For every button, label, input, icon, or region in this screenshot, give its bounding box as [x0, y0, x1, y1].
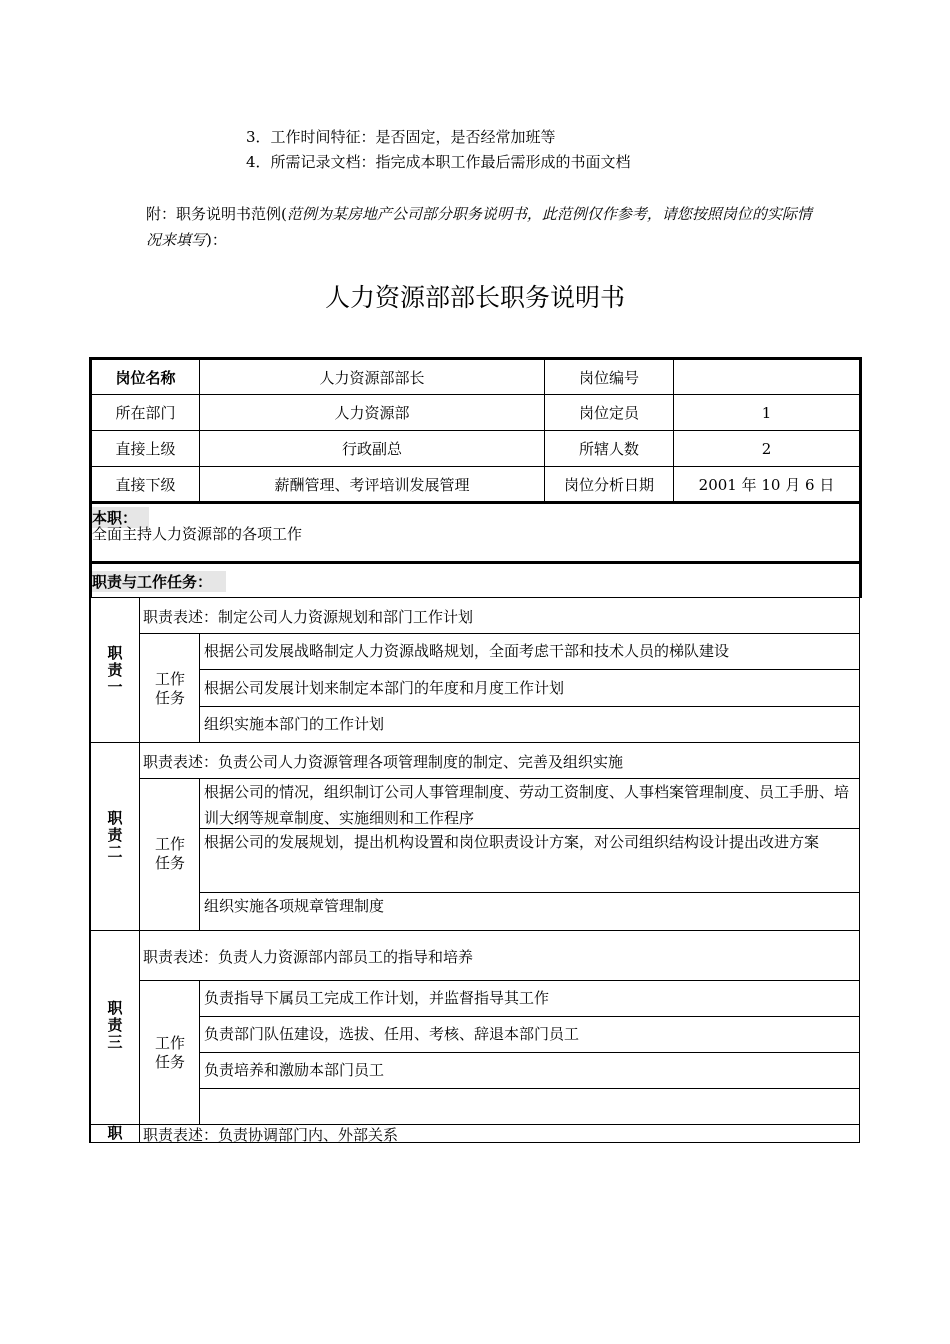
duty-1-task-3: 组织实施本部门的工作计划: [204, 715, 385, 733]
appendix-note: [146, 201, 826, 253]
value-direct-superior: 行政副总: [341, 440, 402, 458]
label-direct-subordinates: 直接下级: [115, 475, 176, 494]
value-subordinates-count: 2: [761, 439, 772, 458]
value-analysis-date: 2001 年 10 月 6 日: [698, 475, 835, 494]
core-duty-label: 本职：: [92, 507, 149, 528]
duty-4-label: 职: [107, 1124, 123, 1142]
label-subordinates-count: 所辖人数: [578, 440, 639, 458]
intro-item-3: 3．工作时间特征：是否固定，是否经常加班等: [246, 128, 556, 146]
duty-4-description: 职责表述：负责协调部门内、外部关系: [143, 1126, 399, 1144]
duty-1-task-2: 根据公司发展计划来制定本部门的年度和月度工作计划: [204, 679, 565, 697]
duty-3-work-task-label: 工作 任务: [154, 1034, 185, 1071]
duty-2-work-task-label: 工作 任务: [154, 835, 185, 872]
value-department: 人力资源部: [334, 404, 410, 422]
duty-2-description: 职责表述：负责公司人力资源管理各项管理制度的制定、完善及组织实施: [143, 753, 624, 771]
core-duty-text: 全面主持人力资源部的各项工作: [92, 525, 303, 543]
duty-3-label: 职 责 三: [107, 999, 123, 1051]
appendix-note-italic: 范例为某房地产公司部分职务说明书，此范例仅作参考，请您按照岗位的实际情况来填写: [146, 205, 812, 249]
appendix-note-suffix: )：: [206, 231, 227, 249]
label-direct-superior: 直接上级: [115, 440, 176, 458]
value-position-name: 人力资源部部长: [319, 368, 425, 387]
duty-1-label: 职 责 一: [107, 644, 123, 696]
duty-2-task-3: 组织实施各项规章管理制度: [204, 897, 385, 915]
duty-3-task-3: 负责培养和激励本部门员工: [204, 1061, 385, 1079]
value-direct-subordinates: 薪酬管理、考评培训发展管理: [274, 475, 470, 494]
duty-3-task-1: 负责指导下属员工完成工作计划，并监督指导其工作: [204, 989, 550, 1007]
value-headcount: 1: [761, 403, 772, 422]
document-title: 人力资源部部长职务说明书: [324, 283, 625, 312]
duties-heading: 职责与工作任务：: [92, 571, 226, 592]
label-position-name: 岗位名称: [115, 368, 176, 387]
intro-item-4: 4．所需记录文档：指完成本职工作最后需形成的书面文档: [246, 153, 631, 171]
label-position-code: 岗位编号: [578, 368, 639, 387]
appendix-note-prefix: 附：职务说明书范例(: [146, 205, 287, 223]
duty-1-task-1: 根据公司发展战略制定人力资源战略规划，全面考虑干部和技术人员的梯队建设: [204, 642, 730, 660]
label-headcount: 岗位定员: [578, 404, 639, 422]
duty-1-work-task-label: 工作 任务: [154, 670, 185, 707]
duty-2-label: 职 责 二: [107, 809, 123, 861]
duty-1-description: 职责表述：制定公司人力资源规划和部门工作计划: [143, 608, 474, 626]
value-position-code: [674, 360, 859, 394]
duty-3-task-2: 负责部门队伍建设，选拔、任用、考核、辞退本部门员工: [204, 1025, 580, 1043]
label-analysis-date: 岗位分析日期: [563, 475, 654, 494]
label-department: 所在部门: [115, 404, 176, 422]
duty-2-task-1: 根据公司的情况，组织制订公司人事管理制度、劳动工资制度、人事档案管理制度、员工手册、培训大纲等规章制度、实施细则和工作程序: [204, 783, 850, 827]
duty-2-task-2: 根据公司的发展规划，提出机构设置和岗位职责设计方案，对公司组织结构设计提出改进方案: [204, 833, 820, 851]
duty-3-description: 职责表述：负责人力资源部内部员工的指导和培养: [143, 948, 474, 966]
